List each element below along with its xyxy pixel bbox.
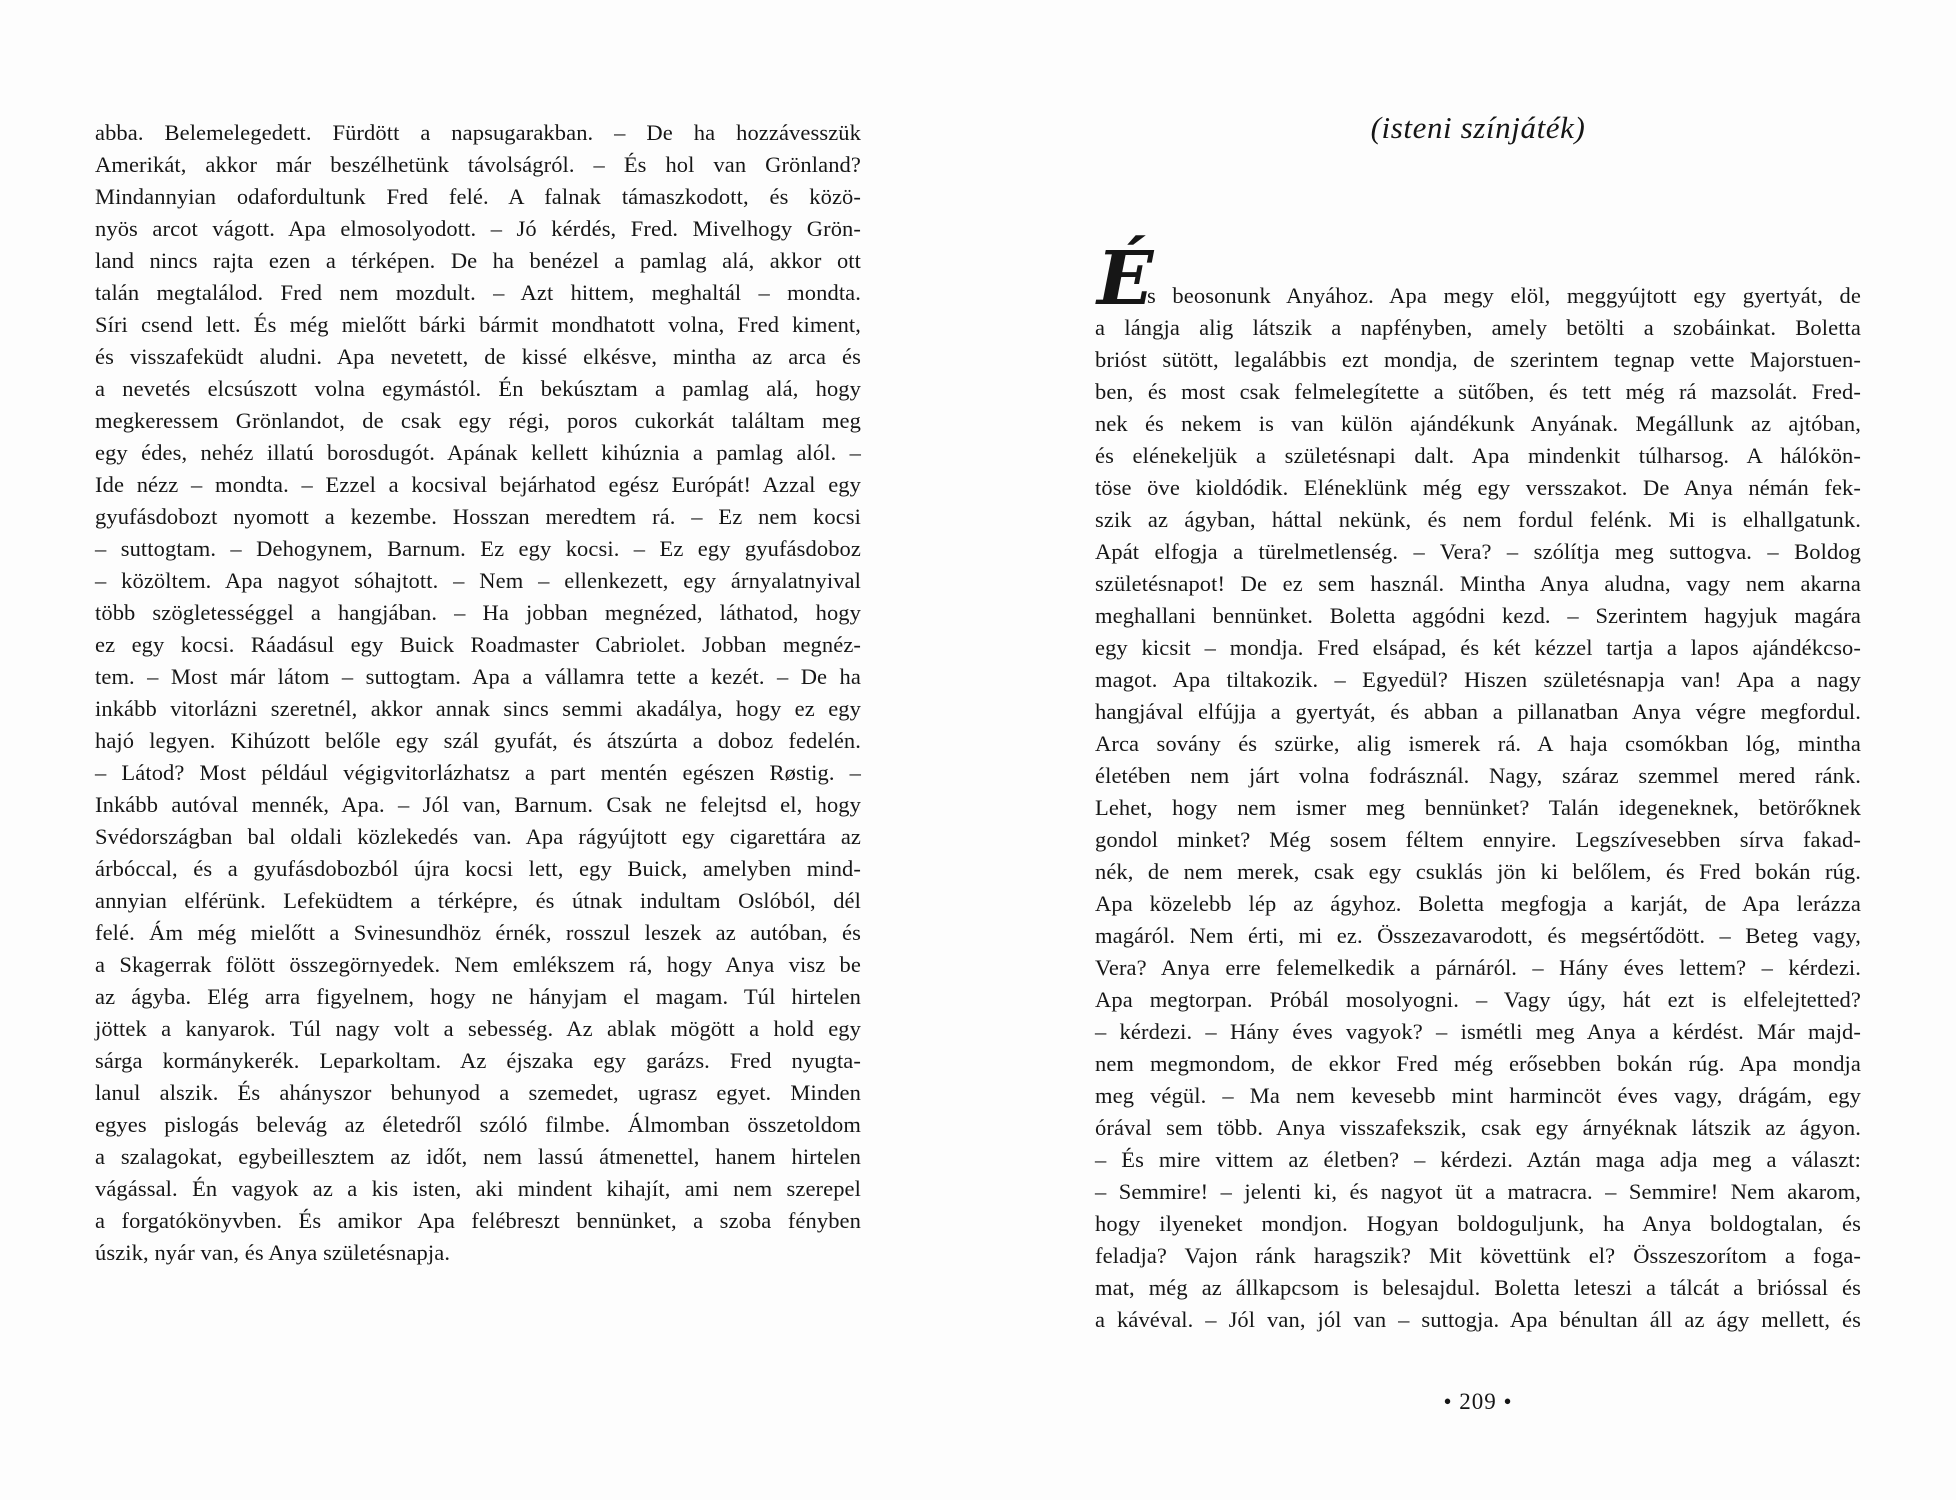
- right-page-lines: [1095, 312, 1861, 1336]
- text-line: vágással. Én vagyok az a kis isten, aki mindent kihajít, ami nem szerepel: [95, 1176, 861, 1201]
- text-line: több szögletességgel a hangjában. – Ha jobban megnézed, láthatod, hogy: [95, 600, 861, 625]
- text-line: és visszafeküdt aludni. Apa nevetett, de kissé elkésve, mintha az arca és: [95, 344, 861, 369]
- text-line: Arca sovány és szürke, alig ismerek rá. A haja csomókban lóg, mintha: [1095, 731, 1861, 756]
- right-page-text: [1095, 236, 1861, 1336]
- text-line: nék, de nem merek, csak egy csuklás jön ki belőlem, és Fred bokán rúg.: [1095, 859, 1861, 884]
- text-line: szik az ágyban, háttal nekünk, és nem fordul felénk. Mi is elhallgatunk.: [1095, 507, 1861, 532]
- text-line: ben, és most csak felmelegítette a sütőben, és tett még rá mazsolát. Fred-: [1095, 379, 1861, 404]
- text-line: megkeressem Grönlandot, de csak egy régi, poros cukorkát találtam meg: [95, 408, 861, 433]
- text-line: ez egy kocsi. Ráadásul egy Buick Roadmaster Cabriolet. Jobban megnéz-: [95, 632, 861, 657]
- text-line: Lehet, hogy nem ismer meg bennünket? Talán idegeneknek, betörőknek: [1095, 795, 1861, 820]
- text-line: – Látod? Most például végigvitorlázhatsz a part mentén egészen Røstig. –: [95, 760, 861, 785]
- text-line: egy kicsit – mondja. Fred elsápad, és két kézzel tartja a lapos ajándékcso-: [1095, 635, 1861, 660]
- text-line: – kérdezi. – Hány éves vagyok? – ismétli meg Anya a kérdést. Már majd-: [1095, 1019, 1861, 1044]
- text-line: Inkább autóval mennék, Apa. – Jól van, Barnum. Csak ne felejtsd el, hogy: [95, 792, 861, 817]
- text-line: Vera? Anya erre felemelkedik a párnáról. – Hány éves lettem? – kérdezi.: [1095, 955, 1861, 980]
- text-line: a forgatókönyvben. És amikor Apa felébreszt bennünket, a szoba fényben: [95, 1208, 861, 1233]
- left-page-text: [95, 117, 861, 1269]
- text-line: a Skagerrak fölött összegörnyedek. Nem emlékszem rá, hogy Anya visz be: [95, 952, 861, 977]
- text-line: árbóccal, és a gyufásdobozból újra kocsi lett, egy Buick, amelyben mind-: [95, 856, 861, 881]
- text-line: egy édes, nehéz illatú borosdugót. Apának kellett kihúznia a pamlag alól. –: [95, 440, 861, 465]
- text-line: órával sem több. Anya visszafekszik, csak egy árnyéknak látszik az ágyon.: [1095, 1115, 1861, 1140]
- text-line: Apa közelebb lép az ágyhoz. Boletta megfogja a karját, de Apa lerázza: [1095, 891, 1861, 916]
- text-line: felé. Ám még mielőtt a Svinesundhöz érnék, rosszul leszek az autóban, és: [95, 920, 861, 945]
- text-line: – suttogtam. – Dehogynem, Barnum. Ez egy kocsi. – Ez egy gyufásdoboz: [95, 536, 861, 561]
- text-line: brióst sütött, legalábbis ezt mondja, de szerintem tegnap vette Majorstuen-: [1095, 347, 1861, 372]
- text-line: magot. Apa tiltakozik. – Egyedül? Hiszen születésnapja van! Apa a nagy: [1095, 667, 1861, 692]
- text-line: meghallani bennünket. Boletta aggódni kezd. – Szerintem hagyjuk magára: [1095, 603, 1861, 628]
- text-line: Svédországban bal oldali közlekedés van. Apa rágyújtott egy cigarettára az: [95, 824, 861, 849]
- text-line: lanul alszik. És ahányszor behunyod a szemedet, ugrasz egyet. Minden: [95, 1080, 861, 1105]
- page-number: • 209 •: [1443, 1389, 1513, 1414]
- text-line: az ágyba. Elég arra figyelnem, hogy ne hányjam el magam. Túl hirtelen: [95, 984, 861, 1009]
- text-line: Apa megtorpan. Próbál mosolyogni. – Vagy úgy, hát ezt is elfelejtetted?: [1095, 987, 1861, 1012]
- text-line: gondol minket? Még sosem féltem ennyire. Legszívesebben sírva fakad-: [1095, 827, 1861, 852]
- right-page: [1095, 0, 1861, 1500]
- text-line: töse öve kioldódik. Eléneklünk még egy versszakot. De Anya némán fek-: [1095, 475, 1861, 500]
- text-line: meg végül. – Ma nem kevesebb mint harmincöt éves vagy, drágám, egy: [1095, 1083, 1861, 1108]
- text-line: gyufásdobozt nyomott a kezembe. Hosszan meredtem rá. – Ez nem kocsi: [95, 504, 861, 529]
- left-page: [95, 0, 861, 1500]
- text-line: – És mire vittem az életben? – kérdezi. Aztán maga adja meg a választ:: [1095, 1147, 1861, 1172]
- text-line: a kávéval. – Jól van, jól van – suttogja. Apa bénultan áll az ágy mellett, és: [1095, 1307, 1861, 1332]
- text-line: és elénekeljük a születésnapi dalt. Apa mindenkit túlharsog. A hálókön-: [1095, 443, 1861, 468]
- text-line: inkább vitorlázni szeretnél, akkor annak sincs semmi akadálya, hogy ez egy: [95, 696, 861, 721]
- text-line: a lángja alig látszik a napfényben, amely betölti a szobáinkat. Boletta: [1095, 315, 1861, 340]
- first-line-text: s beosonunk Anyához. Apa megy elöl, meggyújtott egy gyertyát, de: [1147, 283, 1861, 308]
- text-line: a nevetés elcsúszott volna egymástól. Én bekúsztam a pamlag alá, hogy: [95, 376, 861, 401]
- text-line: úszik, nyár van, és Anya születésnapja.: [95, 1240, 451, 1265]
- text-line: sárga kormánykerék. Leparkoltam. Az éjszaka egy garázs. Fred nyugta-: [95, 1048, 861, 1073]
- text-line: nem megmondom, de ekkor Fred még erősebben bokán rúg. Apa mondja: [1095, 1051, 1861, 1076]
- text-line: hangjával elfújja a gyertyát, és abban a pillanatban Anya végre megfordul.: [1095, 699, 1861, 724]
- text-line: – Semmire! – jelenti ki, és nagyot üt a matracra. – Semmire! Nem akarom,: [1095, 1179, 1861, 1204]
- text-line: feladja? Vajon ránk haragszik? Mit követtünk el? Összeszorítom a foga-: [1095, 1243, 1861, 1268]
- text-line: abba. Belemelegedett. Fürdött a napsugarakban. – De ha hozzávesszük: [95, 120, 861, 145]
- text-line-first: [1095, 236, 1861, 322]
- text-line: – közöltem. Apa nagyot sóhajtott. – Nem – ellenkezett, egy árnyalatnyival: [95, 568, 861, 593]
- text-line: Mindannyian odafordultunk Fred felé. A falnak támaszkodott, és közö-: [95, 184, 861, 209]
- text-line: annyian elférünk. Lefeküdtem a térképre, és útnak indultam Oslóból, dél: [95, 888, 861, 913]
- text-line: hajó legyen. Kihúzott belőle egy szál gyufát, és átszúrta a doboz fedelén.: [95, 728, 861, 753]
- text-line: Ide nézz – mondta. – Ezzel a kocsival bejárhatod egész Európát! Azzal egy: [95, 472, 861, 497]
- text-line: Apát elfogja a türelmetlenség. – Vera? – szólítja meg suttogva. – Boldog: [1095, 539, 1861, 564]
- text-line: Amerikát, akkor már beszélhetünk távolságról. – És hol van Grönland?: [95, 152, 861, 177]
- chapter-title: (isteni színjáték): [1370, 110, 1586, 145]
- drop-cap-initial: É: [1097, 236, 1154, 322]
- text-line: tem. – Most már látom – suttogtam. Apa a vállamra tette a kezét. – De ha: [95, 664, 861, 689]
- text-line: talán megtalálod. Fred nem mozdult. – Azt hittem, meghaltál – mondta.: [95, 280, 861, 305]
- text-line: születésnapot! De ez sem használ. Mintha Anya aludna, vagy nem akarna: [1095, 571, 1861, 596]
- text-line: Síri csend lett. És még mielőtt bárki bármit mondhatott volna, Fred kiment,: [95, 312, 861, 337]
- text-line: jöttek a kanyarok. Túl nagy volt a sebesség. Az ablak mögött a hold egy: [95, 1016, 861, 1041]
- text-line: hogy ilyeneket mondjon. Hogyan boldoguljunk, ha Anya boldogtalan, és: [1095, 1211, 1861, 1236]
- text-line: életében nem járt volna fodrásznál. Nagy, száraz szemmel mered ránk.: [1095, 763, 1861, 788]
- text-line: nyös arcot vágott. Apa elmosolyodott. – Jó kérdés, Fred. Mivelhogy Grön-: [95, 216, 861, 241]
- text-line: nek és nekem is van külön ajándékunk Anyának. Megállunk az ajtóban,: [1095, 411, 1861, 436]
- text-line: a szalagokat, egybeillesztem az időt, nem lassú átmenettel, hanem hirtelen: [95, 1144, 861, 1169]
- text-line: egyes pislogás belevág az életedről szóló filmbe. Álmomban összetoldom: [95, 1112, 861, 1137]
- text-line: land nincs rajta ezen a térképen. De ha benézel a pamlag alá, akkor ott: [95, 248, 861, 273]
- text-line: magáról. Nem érti, mi ez. Összezavarodott, és megsértődött. – Beteg vagy,: [1095, 923, 1861, 948]
- text-line: mat, még az állkapcsom is belesajdul. Boletta leteszi a tálcát a brióssal és: [1095, 1275, 1861, 1300]
